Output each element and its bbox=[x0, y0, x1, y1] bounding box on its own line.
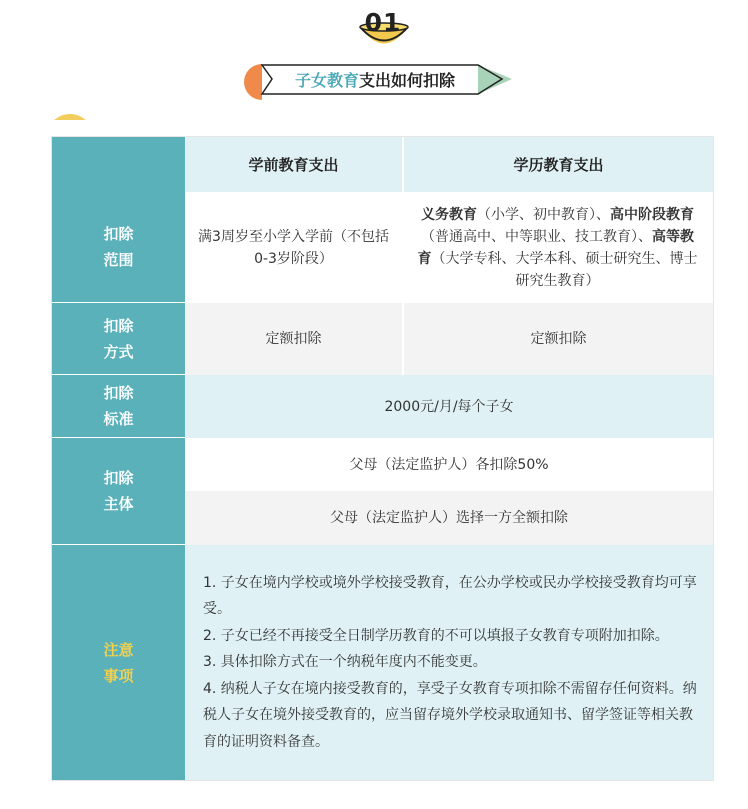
note-item: 3. 具体扣除方式在一个纳税年度内不能变更。 bbox=[203, 654, 487, 671]
row-label-line: 事项 bbox=[103, 666, 134, 685]
title-highlight: 子女教育 bbox=[294, 70, 359, 90]
section-number: 01 bbox=[364, 8, 402, 37]
title-rest: 支出如何扣除 bbox=[359, 70, 456, 90]
col-header-academic: 学历教育支出 bbox=[402, 137, 713, 192]
subject-option-1: 父母（法定监护人）各扣除50% bbox=[185, 438, 713, 491]
row-label-line: 扣除 bbox=[103, 384, 134, 402]
section-title bbox=[270, 64, 480, 94]
method-academic: 定额扣除 bbox=[402, 303, 713, 375]
scope-text: （大学专科、大学本科、硕士研究生、博士研究生教育） bbox=[431, 250, 698, 289]
section-header bbox=[0, 0, 748, 120]
method-preschool: 定额扣除 bbox=[185, 303, 402, 375]
scope-bold: 高等教育 bbox=[417, 228, 694, 267]
note-item: 1. 子女在境内学校或境外学校接受教育，在公办学校或民办学校接受教育均可享受。 bbox=[203, 574, 697, 618]
subject-option-2: 父母（法定监护人）选择一方全额扣除 bbox=[185, 491, 713, 545]
scope-preschool: 满3周岁至小学入学前（不包括0-3岁阶段） bbox=[185, 192, 402, 303]
standard-value: 2000元/月/每个子女 bbox=[185, 375, 713, 438]
row-label-line: 扣除 bbox=[103, 316, 134, 335]
row-label-line: 范围 bbox=[103, 251, 134, 269]
row-label-standard bbox=[52, 375, 185, 438]
scope-text: （小学、初中教育）、 bbox=[477, 206, 610, 223]
row-label-line: 方式 bbox=[103, 342, 134, 361]
note-item: 2. 子女已经不再接受全日制学历教育的不可以填报子女教育专项附加扣除。 bbox=[203, 627, 669, 644]
row-label-scope bbox=[52, 192, 185, 303]
notes-content bbox=[185, 545, 713, 780]
row-label-method bbox=[52, 303, 185, 375]
scope-bold: 高中阶段教育 bbox=[610, 206, 694, 223]
scope-text: （普通高中、中等职业、技工教育）、 bbox=[421, 228, 652, 245]
deduction-table bbox=[51, 136, 714, 781]
row-label-line: 注意 bbox=[103, 640, 134, 659]
row-label-subject bbox=[52, 438, 185, 545]
scope-academic bbox=[402, 192, 713, 303]
col-header-preschool: 学前教育支出 bbox=[185, 137, 402, 192]
row-label-line: 主体 bbox=[103, 495, 134, 513]
row-label-line: 扣除 bbox=[103, 225, 134, 243]
row-label-notes bbox=[52, 545, 185, 780]
note-item: 4. 纳税人子女在境内接受教育的，享受子女教育专项扣除不需留存任何资料。纳税人子女在境外接受教育的，应当留存境外学校录取通知书、留学签证等相关教育的证明资料备查。 bbox=[203, 680, 697, 750]
row-label-line: 扣除 bbox=[103, 469, 134, 487]
corner-cell bbox=[52, 137, 185, 192]
scope-bold: 义务教育 bbox=[421, 206, 477, 223]
row-label-line: 标准 bbox=[103, 410, 134, 428]
